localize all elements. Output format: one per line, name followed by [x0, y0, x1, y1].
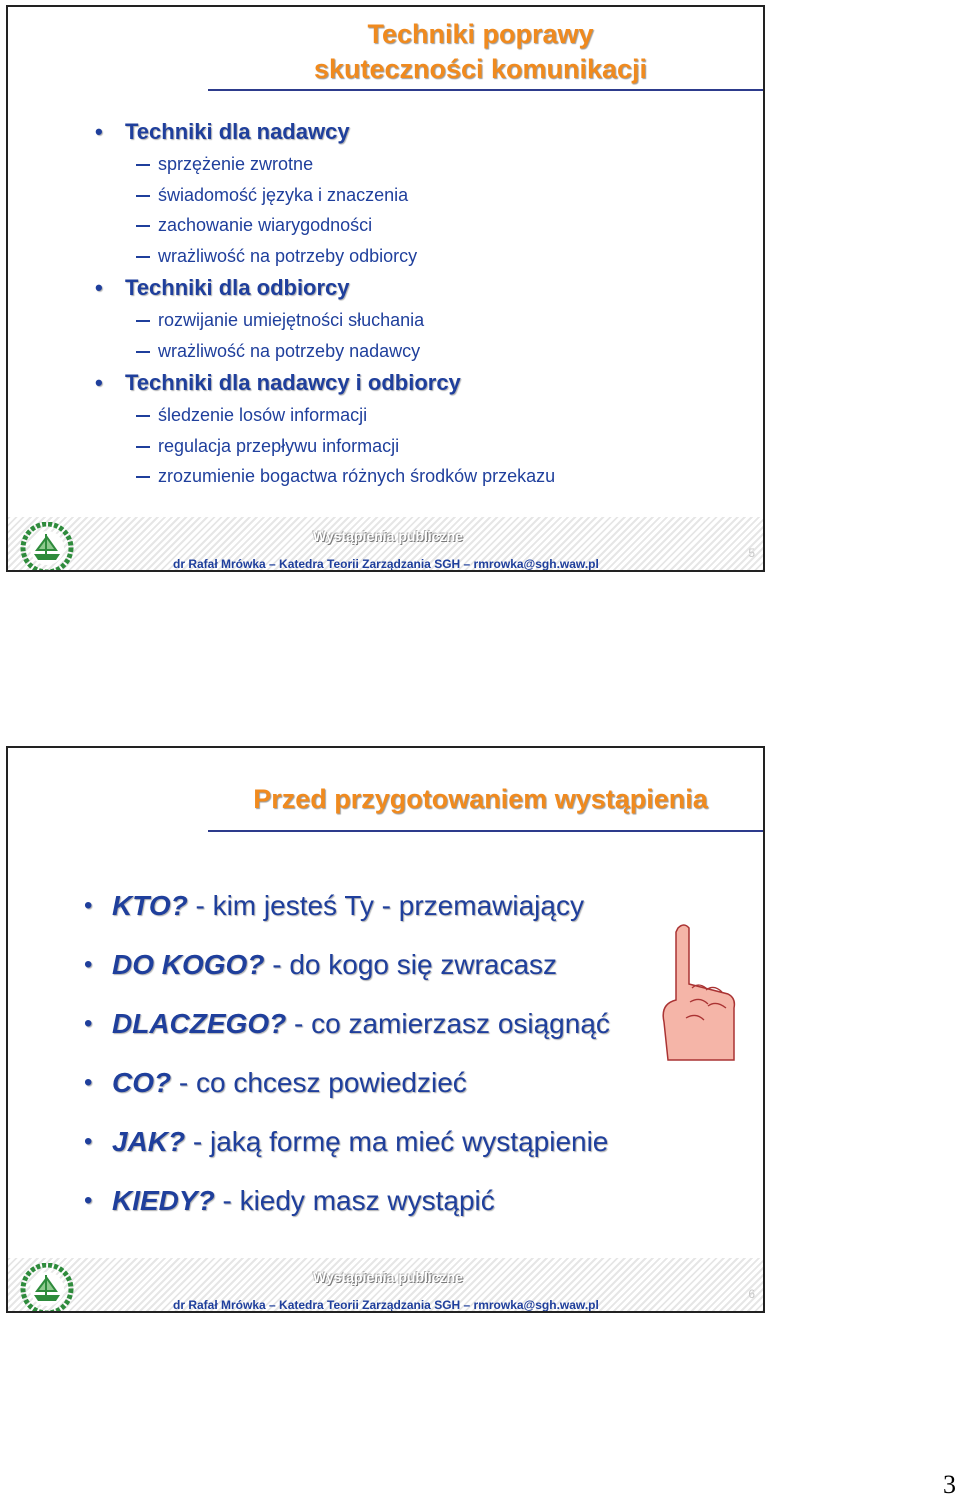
section-heading: • Techniki dla nadawcy i odbiorcy: [8, 366, 763, 400]
footer-title: Wystąpienia publiczne: [313, 1269, 463, 1285]
slide-5: [6, 5, 765, 572]
question-keyword: KTO?: [112, 890, 188, 921]
question-item: [8, 876, 763, 935]
dash-icon: [136, 225, 150, 227]
dash-icon: [136, 320, 150, 322]
slide-title-line1: Techniki poprawy: [367, 19, 594, 49]
list-item: sprzężenie zwrotne: [8, 149, 763, 180]
question-item: [8, 1171, 763, 1230]
question-text: - co chcesz powiedzieć: [171, 1067, 467, 1098]
bullet-list: [8, 115, 763, 492]
dash-icon: [136, 415, 150, 417]
list-item: rozwijanie umiejętności słuchania: [8, 305, 763, 336]
dash-icon: [136, 164, 150, 166]
slide-6: [6, 746, 765, 1313]
question-keyword: JAK?: [112, 1126, 186, 1157]
list-item: wrażliwość na potrzeby nadawcy: [8, 336, 763, 367]
question-keyword: DO KOGO?: [112, 949, 265, 980]
question-list: [8, 876, 763, 1230]
bullet-icon: •: [84, 892, 93, 919]
slide-title: [208, 17, 753, 87]
sgh-logo-icon: [16, 522, 78, 572]
dash-icon: [136, 195, 150, 197]
section-heading: • Techniki dla nadawcy: [8, 115, 763, 149]
footer-title: Wystąpienia publiczne: [313, 528, 463, 544]
question-keyword: CO?: [112, 1067, 172, 1098]
question-text: - kiedy masz wystąpić: [214, 1185, 495, 1216]
question-text: - do kogo się zwracasz: [264, 949, 558, 980]
list-item: śledzenie losów informacji: [8, 400, 763, 431]
page-number: 6: [748, 1287, 755, 1301]
question-keyword: DLACZEGO?: [112, 1008, 287, 1039]
bullet-icon: •: [84, 951, 93, 978]
footer-author[interactable]: dr Rafał Mrówka – Katedra Teorii Zarządzania SGH – rmrowka@sgh.waw.pl: [173, 557, 599, 571]
bullet-icon: •: [84, 1069, 93, 1096]
question-text: - kim jesteś Ty - przemawiający: [187, 890, 584, 921]
title-rule: [208, 89, 763, 91]
bullet-icon: •: [84, 1187, 93, 1214]
bullet-icon: •: [95, 119, 103, 144]
question-item: [8, 994, 763, 1053]
question-text: - co zamierzasz osiągnąć: [286, 1008, 610, 1039]
title-rule: [208, 830, 763, 832]
list-item: świadomość języka i znaczenia: [8, 180, 763, 211]
question-item: [8, 935, 763, 994]
dash-icon: [136, 446, 150, 448]
footer-author[interactable]: dr Rafał Mrówka – Katedra Teorii Zarządzania SGH – rmrowka@sgh.waw.pl: [173, 1298, 599, 1312]
list-item: wrażliwość na potrzeby odbiorcy: [8, 241, 763, 272]
sheet-page-number: 3: [943, 1470, 956, 1499]
dash-icon: [136, 256, 150, 258]
bullet-icon: •: [84, 1010, 93, 1037]
slide-title-line2: skuteczności komunikacji: [313, 54, 648, 84]
bullet-icon: •: [95, 275, 103, 300]
question-keyword: KIEDY?: [112, 1185, 215, 1216]
bullet-icon: •: [84, 1128, 93, 1155]
list-item: zrozumienie bogactwa różnych środków przekazu: [8, 461, 763, 492]
question-item: [8, 1053, 763, 1112]
question-item: [8, 1112, 763, 1171]
dash-icon: [136, 476, 150, 478]
bullet-icon: •: [95, 370, 103, 395]
section-heading: • Techniki dla odbiorcy: [8, 271, 763, 305]
pointing-hand-icon: [656, 922, 736, 1064]
dash-icon: [136, 351, 150, 353]
page-number: 5: [748, 546, 755, 560]
slide-title: Przed przygotowaniem wystąpienia: [253, 784, 708, 814]
sgh-logo-icon: [16, 1263, 78, 1313]
list-item: regulacja przepływu informacji: [8, 431, 763, 462]
question-text: - jaką formę ma mieć wystąpienie: [185, 1126, 609, 1157]
list-item: zachowanie wiarygodności: [8, 210, 763, 241]
